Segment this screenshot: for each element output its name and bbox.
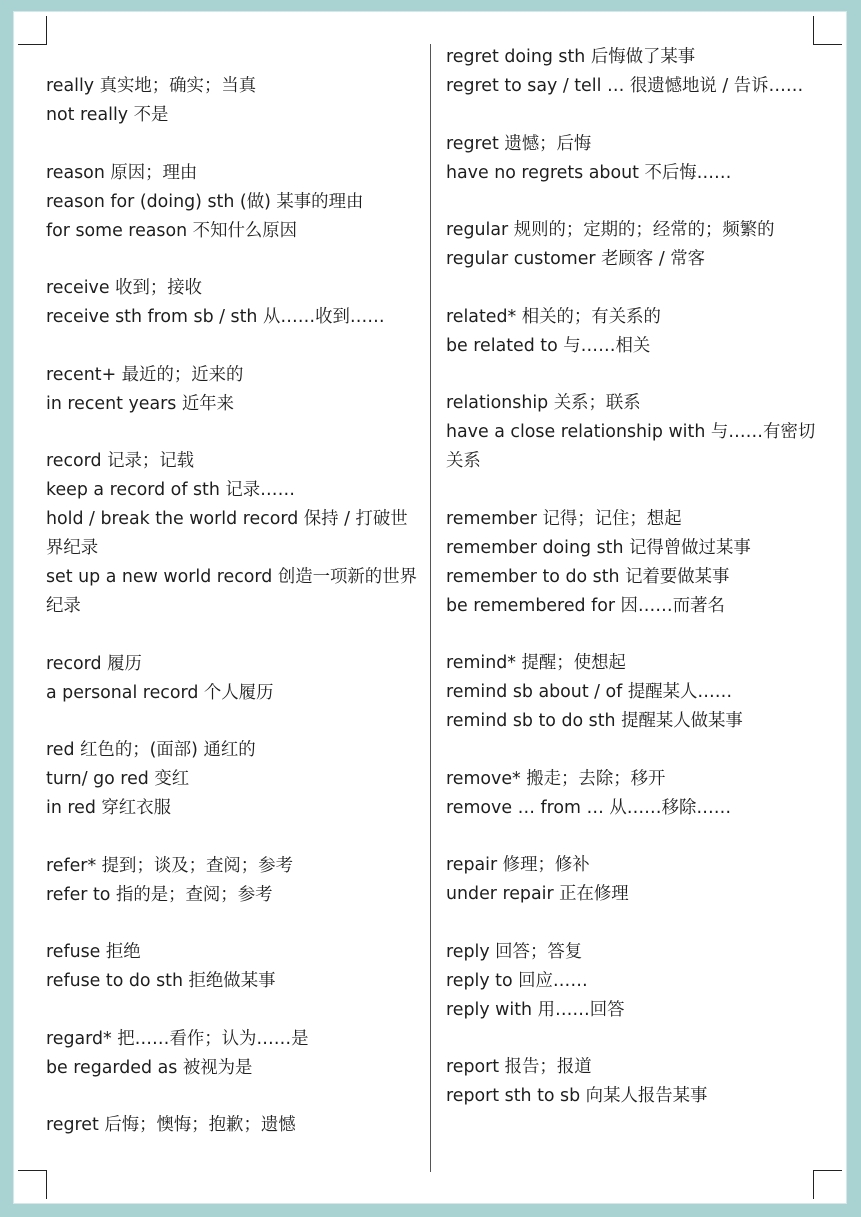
crop-mark-top-right: [813, 16, 842, 45]
phrase-line: have no regrets about 不后悔……: [446, 162, 732, 183]
phrase-line: remind sb about / of 提醒某人……: [446, 682, 733, 702]
phrase-line: be related to 与……相关: [446, 335, 651, 356]
crop-mark-bottom-right: [813, 1170, 842, 1199]
vocab-entry: [446, 649, 821, 736]
headword-line: regret 后悔；懊悔；抱歉；遗憾: [46, 1115, 296, 1135]
phrase-line: receive sth from sb / sth 从……收到……: [46, 307, 385, 327]
headword-line: record 履历: [46, 653, 142, 674]
headword-line: remember 记得；记住；想起: [446, 508, 682, 529]
left-column: [46, 72, 421, 1169]
column-divider: [430, 44, 431, 1172]
phrase-line: have a close relationship with 与……有密切关系: [446, 422, 816, 471]
headword-line: reason 原因；理由: [46, 162, 198, 183]
phrase-line: regular customer 老顾客 / 常客: [446, 249, 705, 269]
phrase-line: refuse to do sth 拒绝做某事: [46, 971, 276, 991]
vocab-entry: [446, 938, 821, 1025]
vocab-entry: [446, 505, 821, 621]
headword-line: receive 收到；接收: [46, 278, 203, 298]
phrase-line: remove … from … 从……移除……: [446, 797, 732, 818]
phrase-line: in red 穿红衣服: [46, 798, 171, 818]
vocab-entry: [46, 447, 421, 621]
vocab-entry: [446, 43, 821, 101]
vocab-entry: [446, 765, 821, 823]
vocab-entry: [446, 851, 821, 909]
headword-line: regular 规则的；定期的；经常的；频繁的: [446, 220, 775, 240]
headword-line: red 红色的；(面部) 通红的: [46, 740, 256, 760]
vocab-entry: [46, 361, 421, 419]
headword-line: report 报告；报道: [446, 1057, 592, 1077]
crop-mark-top-left: [18, 16, 47, 45]
phrase-line: remind sb to do sth 提醒某人做某事: [446, 711, 743, 731]
vocab-entry: [446, 216, 821, 274]
vocab-entry: [446, 303, 821, 361]
vocab-entry: [46, 274, 421, 332]
phrase-line: a personal record 个人履历: [46, 682, 274, 703]
headword-line: repair 修理；修补: [446, 855, 590, 875]
vocab-entry: [46, 736, 421, 823]
phrase-line: for some reason 不知什么原因: [46, 220, 298, 241]
crop-mark-bottom-left: [18, 1170, 47, 1199]
phrase-line: not really 不是: [46, 105, 169, 125]
phrase-line: under repair 正在修理: [446, 884, 629, 904]
phrase-line: report sth to sb 向某人报告某事: [446, 1086, 708, 1106]
phrase-line: regret to say / tell … 很遗憾地说 / 告诉……: [446, 76, 804, 96]
phrase-line: set up a new world record 创造一项新的世界纪录: [46, 567, 417, 616]
phrase-line: in recent years 近年来: [46, 393, 235, 414]
headword-line: remove* 搬走；去除；移开: [446, 768, 666, 789]
phrase-line: reply to 回应……: [446, 970, 588, 991]
phrase-line: hold / break the world record 保持 / 打破世界纪录: [46, 509, 408, 558]
phrase-line: remember doing sth 记得曾做过某事: [446, 537, 751, 558]
vocab-entry: [46, 938, 421, 996]
vocab-entry: [46, 1025, 421, 1083]
vocab-entry: [46, 159, 421, 246]
vocab-entry: [446, 389, 821, 476]
headword-line: regret doing sth 后悔做了某事: [446, 47, 696, 67]
headword-line: refuse 拒绝: [46, 942, 141, 962]
phrase-line: reply with 用……回答: [446, 999, 625, 1020]
headword-line: regret 遗憾；后悔: [446, 133, 592, 154]
phrase-line: keep a record of sth 记录……: [46, 480, 295, 500]
phrase-line: remember to do sth 记着要做某事: [446, 566, 730, 587]
headword-line: recent+ 最近的；近来的: [46, 364, 244, 385]
phrase-line: be regarded as 被视为是: [46, 1057, 253, 1078]
headword-line: remind* 提醒；使想起: [446, 653, 626, 673]
headword-line: relationship 关系；联系: [446, 393, 641, 413]
vocab-entry: [446, 1053, 821, 1111]
document-page: [14, 12, 846, 1203]
headword-line: reply 回答；答复: [446, 941, 583, 962]
phrase-line: be remembered for 因……而著名: [446, 595, 725, 616]
phrase-line: refer to 指的是；查阅；参考: [46, 884, 273, 905]
headword-line: record 记录；记载: [46, 451, 195, 471]
vocab-entry: [46, 1111, 421, 1140]
vocab-entry: [46, 72, 421, 130]
headword-line: related* 相关的；有关系的: [446, 306, 661, 327]
phrase-line: turn/ go red 变红: [46, 769, 190, 789]
vocab-entry: [446, 130, 821, 188]
headword-line: regard* 把……看作；认为……是: [46, 1028, 309, 1049]
phrase-line: reason for (doing) sth (做) 某事的理由: [46, 191, 364, 212]
headword-line: really 真实地；确实；当真: [46, 76, 257, 96]
vocab-entry: [46, 650, 421, 708]
headword-line: refer* 提到；谈及；查阅；参考: [46, 855, 293, 876]
vocab-entry: [46, 852, 421, 910]
right-column: [446, 43, 821, 1140]
